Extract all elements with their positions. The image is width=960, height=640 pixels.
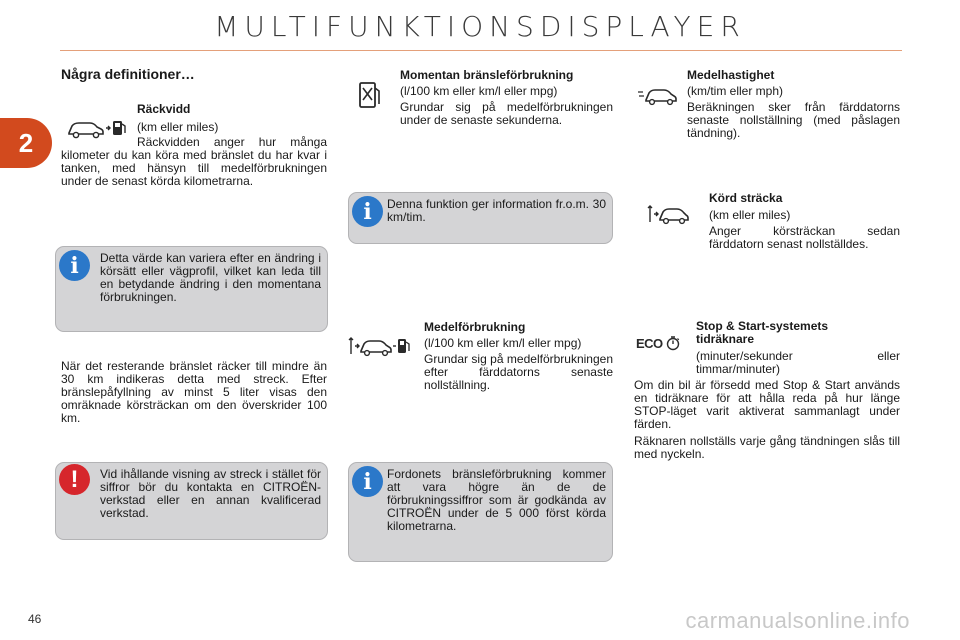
info-icon: i — [352, 466, 383, 497]
average-speed-unit: (km/tim eller mph) — [687, 84, 784, 98]
stop-start-reset-text: Räknaren nollställs varje gång tändningen slås till med nyckeln. — [634, 434, 900, 461]
range-description: Räckvidden anger hur många kilometer du kan köra med bränslet du har kvar i tanken, med hänsyn till medelförbrukningen under de senast körda kilometrarna. — [61, 135, 327, 188]
header-divider — [60, 50, 902, 51]
info-icon: i — [352, 196, 383, 227]
eco-timer-icon — [636, 334, 686, 352]
instant-title: Momentan bränsleförbrukning — [400, 68, 574, 82]
instant-unit: (l/100 km eller km/l eller mpg) — [400, 84, 558, 98]
page-number: 46 — [28, 612, 42, 626]
range-title: Räckvidd — [137, 102, 191, 116]
range-unit: (km eller miles) — [137, 120, 219, 134]
distance-unit: (km eller miles) — [709, 208, 791, 222]
average-consumption-title: Medelförbrukning — [424, 320, 526, 334]
average-speed-title: Medelhastighet — [687, 68, 775, 82]
distance-icon — [647, 203, 689, 225]
instant-consumption-icon — [357, 80, 383, 110]
stop-start-title: Stop & Start-systemets tidräknare — [696, 319, 829, 346]
range-info-note-text: Detta värde kan variera efter en ändring i körsätt eller vägprofil, vilket kan leda till en betydande ändring i den momentana förbrukningen. — [100, 251, 321, 304]
stop-start-description: Om din bil är försedd med Stop & Start används en tidräknare för att hålla reda på hur länge STOP-läget varit aktiverat sammanlagt under färden. — [634, 378, 900, 431]
watermark: carmanualsonline.info — [685, 608, 910, 633]
range-info-note — [55, 246, 328, 332]
instant-info-note-text: Denna funktion ger information fr.o.m. 30 km/tim. — [387, 197, 606, 224]
average-speed-icon — [637, 84, 677, 106]
distance-title: Körd sträcka — [709, 191, 783, 205]
info-icon: i — [59, 250, 90, 281]
eco-label: ECO — [636, 335, 663, 351]
dashes-warning-note — [55, 462, 328, 540]
average-consumption-unit: (l/100 km eller km/l eller mpg) — [424, 336, 582, 350]
distance-description: Anger körsträckan sedan färddatorn senast nollställdes. — [709, 224, 900, 251]
fuel-info-note — [348, 462, 613, 562]
average-consumption-icon — [348, 334, 410, 358]
dashes-warning-note-text: Vid ihållande visning av streck i stället för siffror bör du kontakta en CITROËN-verkstad eller en annan kvalificerad verkstad. — [100, 467, 321, 520]
section-heading: Några definitioner… — [61, 66, 195, 82]
average-consumption-description: Grundar sig på medelförbrukningen efter färddatorns senaste nollställning. — [424, 352, 613, 392]
warning-icon: ! — [59, 464, 90, 495]
chapter-tab: 2 — [0, 118, 52, 168]
page-title: MULTIFUNKTIONSDISPLAYER — [214, 10, 746, 43]
instant-description: Grundar sig på medelförbrukningen under de senaste sekunderna. — [400, 100, 613, 127]
instant-info-note — [348, 192, 613, 244]
fuel-info-note-text: Fordonets bränsleförbrukning kommer att vara högre än de de förbrukningssiffror som är godkända av CITROËN under de 5 000 först körda kilometrarna. — [387, 467, 606, 533]
average-speed-description: Beräkningen sker från färddatorns senaste nollställning (med påslagen tändning). — [687, 100, 900, 140]
low-fuel-text: När det resterande bränslet räcker till mindre än 30 km indikeras detta med streck. Efter bränslepåfyllning av minst 5 liter visas den omräknade körsträckan om den överskrider 100 km. — [61, 359, 327, 425]
stop-start-unit: (minuter/sekunder eller timmar/minuter) — [696, 349, 900, 376]
